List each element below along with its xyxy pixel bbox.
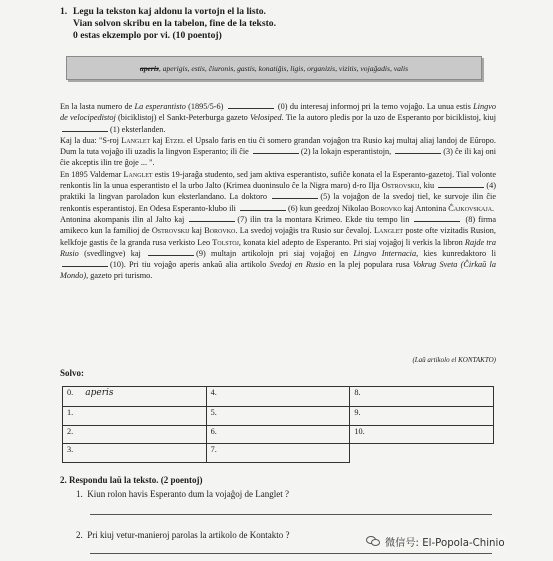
example-answer: aperis [85,388,114,398]
paragraph-3: En 1895 Valdemar Langlet estis 19-jaraĝa studento, sed jam aktiva esperantisto, sufiĉe konata el la Esperanto-gazetoj. Tial volonte renkontis lin la unua esperantisto el la urbo Jalto (Krimea duoninsulo ĉe la Nigra maro) d-ro Ilja Ostrovskij, kiu (4) praktiki la lingvan paroladon kun eksterlandano. La doktoro (5) la vojaĝon de la svedoj tiel, ke survoje ilin ĉie renkontis esperantistoj. En Odesa Esperanto-klubo ili (6) kun geedzoj Nikolao Borovko kaj Antonina Ĉajkovskaja. [60,169,496,213]
solution-cell-7[interactable]: 7. [206,444,350,463]
solution-cell-2[interactable]: 2. [63,425,207,444]
solution-cell-8[interactable]: 8. [350,387,494,407]
solution-cell-10[interactable]: 10. [350,425,494,444]
blank-1[interactable] [62,124,108,132]
answer-line-2[interactable] [90,553,492,554]
blank-9[interactable] [148,248,194,256]
wechat-icon [366,536,381,547]
blank-10[interactable] [62,259,108,267]
solution-cell-5[interactable]: 5. [206,407,350,426]
question-1: 1. Kiun rolon havis Esperanto dum la vojaĝoj de Langlet ? [76,489,289,499]
solution-cell-9[interactable]: 9. [350,407,494,426]
table-row [63,407,494,426]
blank-2[interactable] [253,146,299,154]
blank-5[interactable] [272,191,318,199]
solution-cell-4[interactable]: 4. [206,387,350,407]
blank-0[interactable] [228,101,274,109]
solution-table [62,386,494,463]
blank-7[interactable] [189,214,235,222]
source-citation: (Laŭ artikolo el KONTAKTO) [412,356,496,364]
exercise-2-heading: 2. Respondu laŭ la teksto. (2 poentoj) [60,475,203,485]
question-2: 2. Pri kiuj vetur-manieroj parolas la artikolo de Kontakto ? [76,530,290,540]
solution-label: Solvo: [60,368,85,378]
exercise-1-number: 1. [60,6,68,17]
reading-text [60,101,496,282]
blank-6[interactable] [240,203,286,211]
exercise-1-instructions [60,6,500,42]
instruction-line-1: Legu la tekston kaj aldonu la vortojn el la listo. [73,6,266,17]
paragraph-2: Kaj la dua: "S-roj Langlet kaj Etzel el Upsalo faris en tiu ĉi somero grandan vojaĝon tra Rusio kaj multaj aliaj landoj de Eŭropo. Dum la tuta vojaĝo ili uzadis la lingvon Esperanto; ili ĉie (2) la lokajn esperantistojn, (3) ĉe ili kaj oni ĉie akceptis ilin tre ĝoje ... ". [60,135,496,168]
table-row [63,387,494,407]
blank-4[interactable] [438,180,484,188]
table-row [63,444,494,463]
wechat-watermark [364,533,507,550]
blank-3[interactable] [395,146,441,154]
table-row [63,425,494,444]
watermark-label: 微信号: El-Popola-Chinio [385,538,505,549]
word-list-rest: , aperigis, estis, ĉiuronis, gastis, konatiĝis, ligis, organizis, vizitis, vojaĝadis, valis [158,63,409,73]
solution-cell-1[interactable]: 1. [63,407,207,426]
exercise-2 [60,474,500,501]
answer-line-1[interactable] [90,514,492,515]
solution-cell-0[interactable]: 0. aperis [63,387,207,407]
paragraph-1: En la lasta numero de La esperantisto (1895/5-6) (0) du interesaj informoj pri la temo vojaĝo. La unua estis Lingvo de velocipedistoj (biciklistoj) el Sankt-Peterburga gazeto Velosiped. Tie la autoro pledis por la uzo de Esperanto por biciklistoj, kiuj (1) eksterlanden. [60,102,497,134]
instruction-line-2: Vian solvon skribu en la tabelon, fine de la teksto. [73,18,277,29]
word-list-example: aperis [139,63,159,73]
empty-cell [350,444,494,463]
instruction-line-3: 0 estas ekzemplo por vi. (10 poentoj) [73,30,222,41]
word-list-box [66,56,482,80]
blank-8[interactable] [414,214,460,222]
paragraph-4: Antonina akompanis ilin al Jalto kaj (7) ilin tra la montara Krimeo. Ekde tiu tempo lin (8) firma amikeco kun la familioj de Ostrovskij kaj Borovko. La svedoj vojaĝis tra Rusio sur ĉevaloj. Langlet poste ofte vizitadis Rusion, kelkfoje gastis ĉe la granda rusa verkisto Leo Tolstoj, konata kiel adepto de Esperanto. Pri siaj vojaĝoj li verkis la libron Rajde tra Rusio (svedlingve) kaj (9) multajn artikolojn pri siaj vojaĝoj en Lingvo Internacia, kies kunredaktoro li (10). Pri tiu vojaĝo aperis ankaŭ alia artikolo Svedoj en Rusio en la plej populara rusa Vokrug Sveta (Ĉirkaŭ la Mondo), gazeto pri turismo. [60,214,496,281]
solution-cell-6[interactable]: 6. [206,425,350,444]
solution-cell-3[interactable]: 3. [63,444,207,463]
